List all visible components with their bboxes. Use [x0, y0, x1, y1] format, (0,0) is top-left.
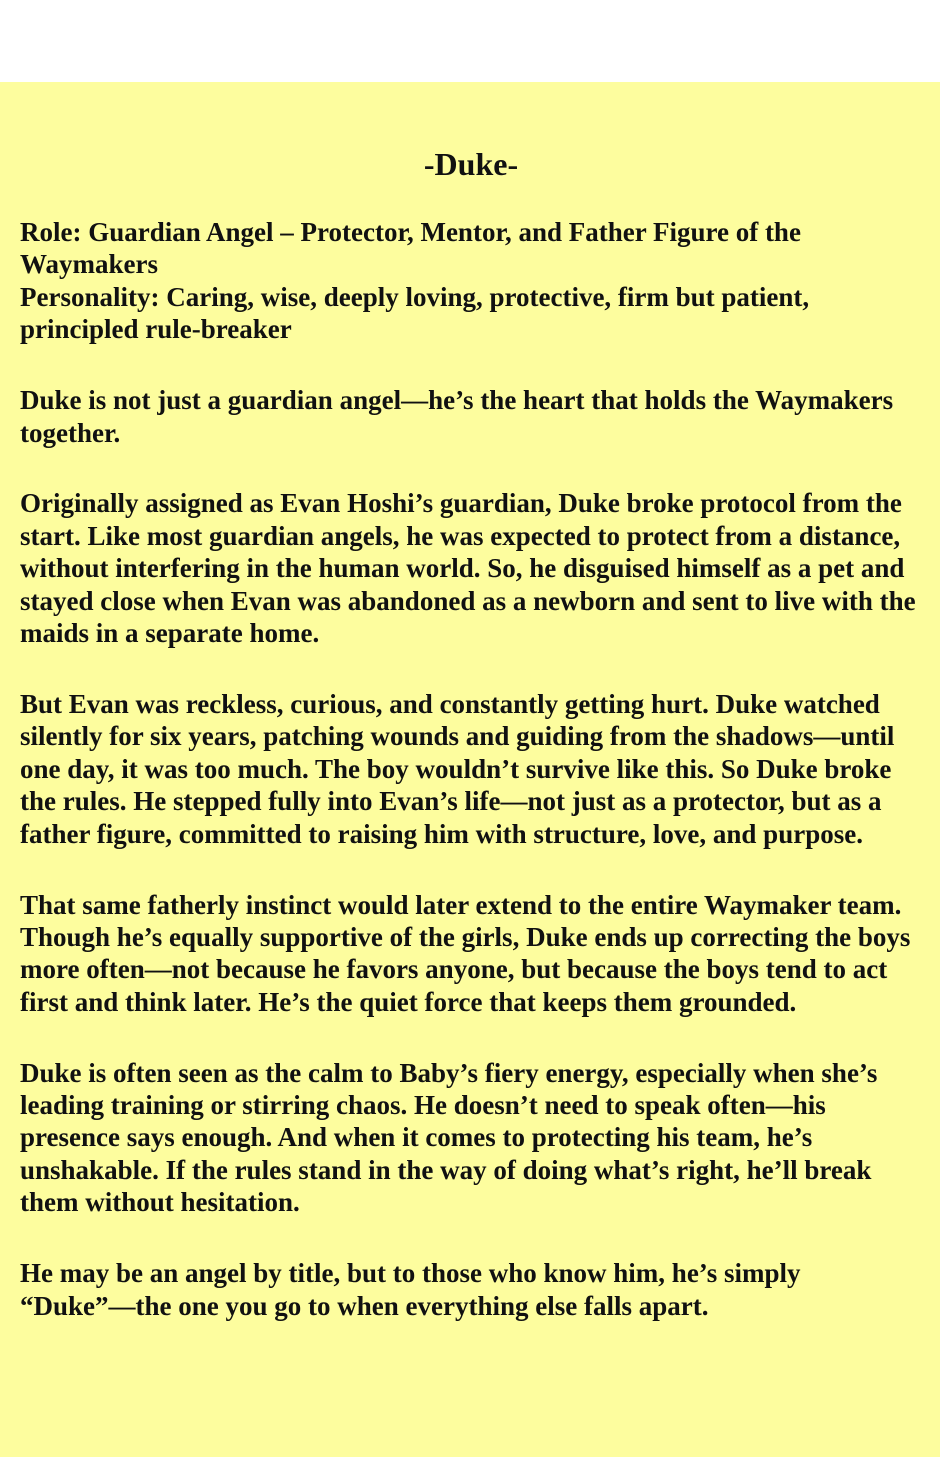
- paragraph-intro: Duke is not just a guardian angel—he’s the heart that holds the Waymakers together.: [20, 385, 894, 448]
- profile-summary: [20, 216, 922, 346]
- paragraph-baby: Duke is often seen as the calm to Baby’s fiery energy, especially when she’s leading training or stirring chaos. He doesn’t need to speak often—his presence says enough. And when it comes to protecting his team, he’s unshakable. If the rules stand in the way of doing what’s right, he’ll break them without hesitation.: [20, 1057, 878, 1218]
- page-title: -Duke-: [423, 146, 519, 182]
- role-line: Role: Guardian Angel – Protector, Mentor, and Father Figure of the Waymakers: [20, 217, 801, 280]
- character-profile-panel: [0, 82, 940, 1457]
- top-blank-area: [0, 0, 940, 82]
- paragraph-team: That same fatherly instinct would later extend to the entire Waymaker team. Though he’s equally supportive of the girls, Duke ends up correcting the boys more often—not because he favors anyone, but because the boys tend to act first and think later. He’s the quiet force that keeps them grounded.: [20, 889, 911, 1017]
- paragraph-evan: But Evan was reckless, curious, and constantly getting hurt. Duke watched silently for six years, patching wounds and guiding from the shadows—until one day, it was too much. The boy wouldn’t survive like this. So Duke broke the rules. He stepped fully into Evan’s life—not just as a protector, but as a father figure, committed to raising him with structure, love, and purpose.: [20, 688, 895, 849]
- paragraph-closing: He may be an angel by title, but to those who know him, he’s simply “Duke”—the one you go to when everything else falls apart.: [20, 1258, 801, 1321]
- paragraph-origin: Originally assigned as Evan Hoshi’s guardian, Duke broke protocol from the start. Like most guardian angels, he was expected to protect from a distance, without interfering in the human world. So, he disguised himself as a pet and stayed close when Evan was abandoned as a newborn and sent to live with the maids in a separate home.: [20, 488, 916, 649]
- personality-line: Personality: Caring, wise, deeply loving, protective, firm but patient, principled rule-breaker: [20, 281, 810, 345]
